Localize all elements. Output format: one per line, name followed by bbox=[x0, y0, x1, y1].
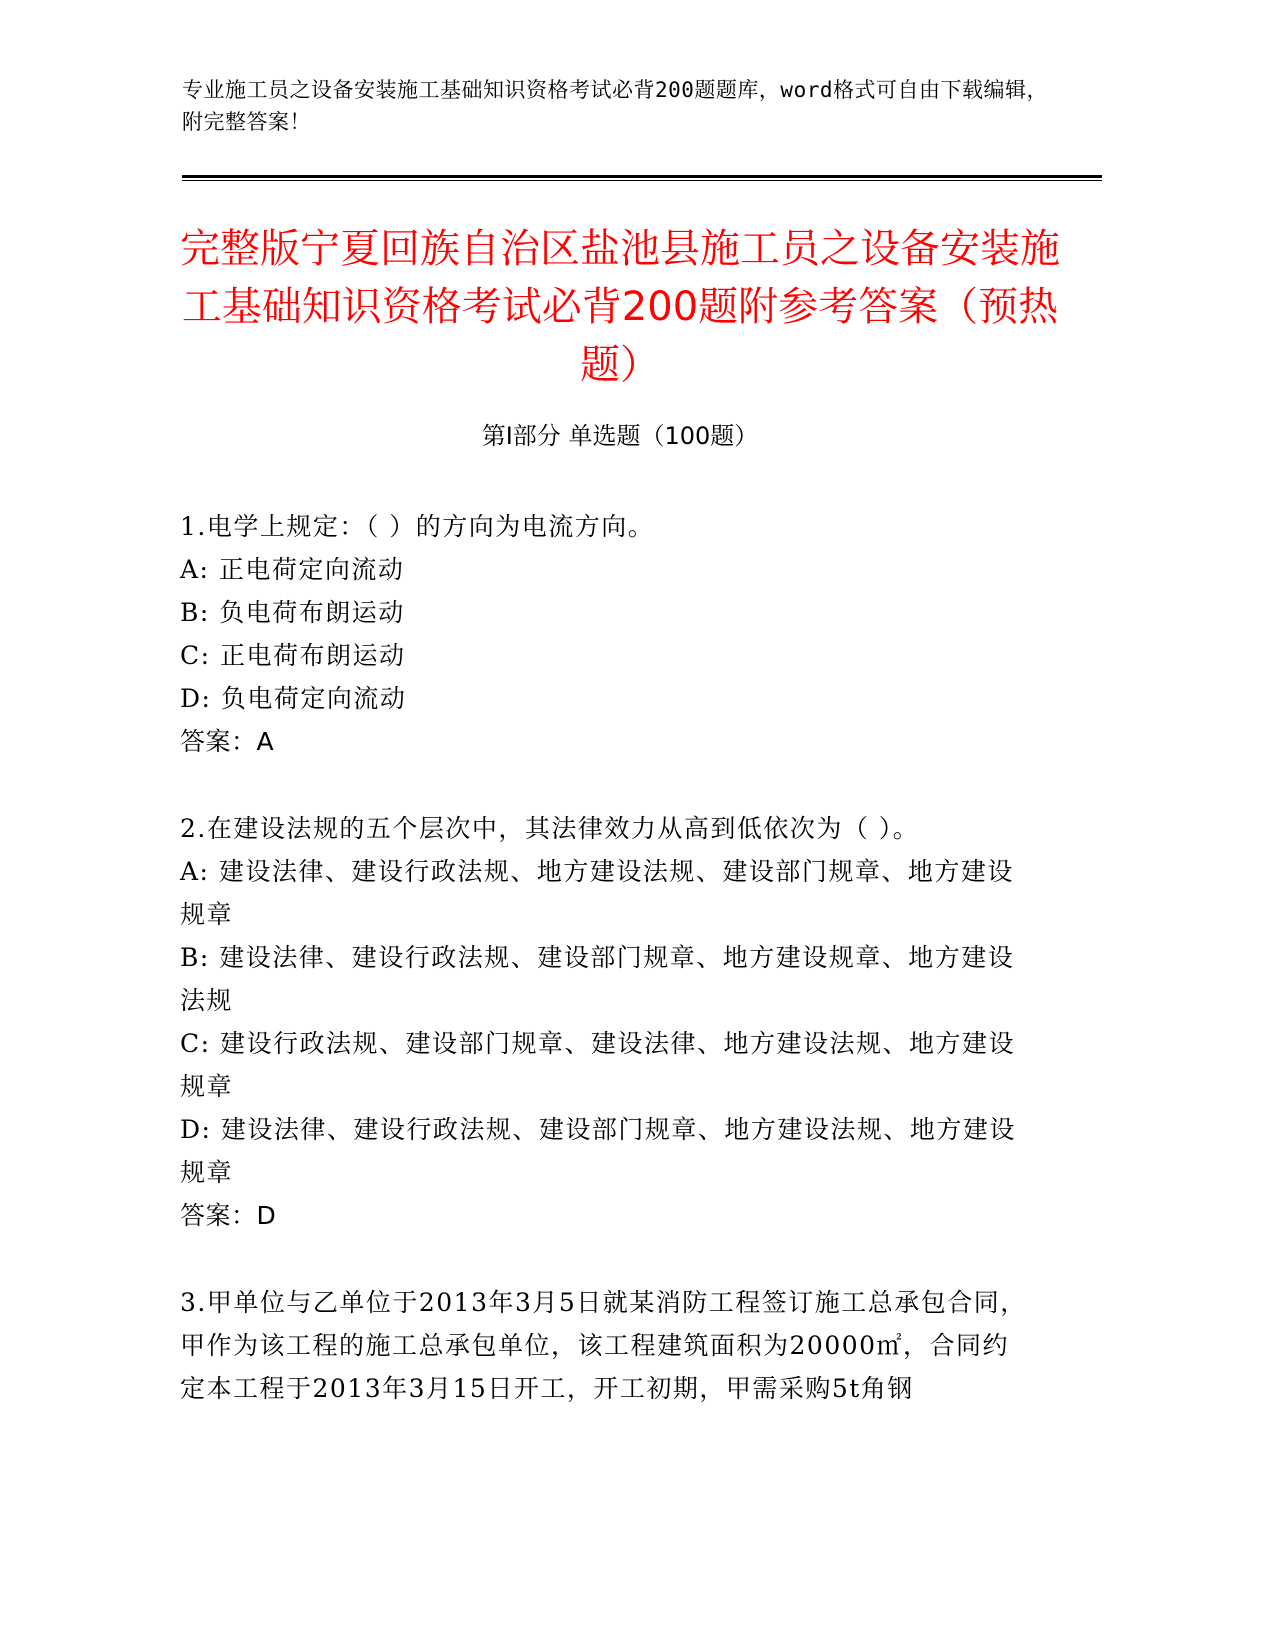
section-title: 第Ⅰ部分 单选题（100题） bbox=[481, 422, 759, 450]
header-divider-thin bbox=[182, 180, 1102, 181]
option-d: D: 建设法律、建设行政法规、建设部门规章、地方建设法规、地方建设规章 bbox=[180, 1115, 1016, 1187]
answer: 答案：A bbox=[180, 727, 275, 756]
option-d: D: 负电荷定向流动 bbox=[180, 684, 407, 713]
header-divider bbox=[182, 175, 1102, 178]
answer: 答案：D bbox=[180, 1201, 277, 1230]
option-c: C: 正电荷布朗运动 bbox=[180, 641, 406, 670]
question-list bbox=[180, 505, 1030, 1454]
document-title: 完整版宁夏回族自治区盐池县施工员之设备安装施工基础知识资格考试必背200题附参考答案（预热题） bbox=[180, 226, 1060, 388]
option-a: A: 正电荷定向流动 bbox=[180, 555, 405, 584]
question-stem: 1.电学上规定：（ ）的方向为电流方向。 bbox=[180, 512, 655, 541]
question-stem: 3.甲单位与乙单位于2013年3月5日就某消防工程签订施工总承包合同，甲作为该工程的施工总承包单位，该工程建筑面积为20000㎡，合同约定本工程于2013年3月15日开工，开工初期，甲需采购5t角钢 bbox=[180, 1288, 1027, 1403]
header-note: 专业施工员之设备安装施工基础知识资格考试必背200题题库，word格式可自由下载编辑，附完整答案！ bbox=[182, 78, 1048, 134]
question-2 bbox=[180, 807, 1030, 1237]
option-b: B: 建设法律、建设行政法规、建设部门规章、地方建设规章、地方建设法规 bbox=[180, 943, 1015, 1015]
question-1 bbox=[180, 505, 1030, 763]
option-a: A: 建设法律、建设行政法规、地方建设法规、建设部门规章、地方建设规章 bbox=[180, 857, 1014, 929]
question-stem: 2.在建设法规的五个层次中，其法律效力从高到低依次为（ ）。 bbox=[180, 814, 920, 843]
option-c: C: 建设行政法规、建设部门规章、建设法律、地方建设法规、地方建设规章 bbox=[180, 1029, 1016, 1101]
question-3 bbox=[180, 1281, 1030, 1410]
option-b: B: 负电荷布朗运动 bbox=[180, 598, 405, 627]
